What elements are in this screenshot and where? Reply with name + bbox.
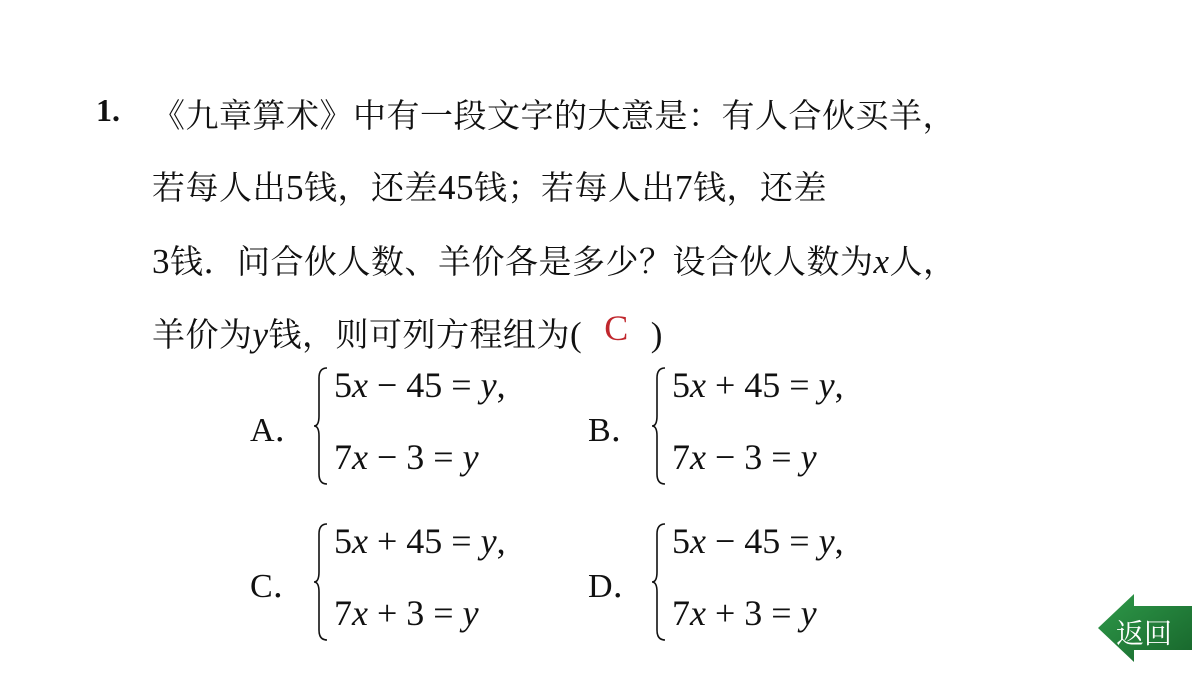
option-b-letter: B． (588, 412, 645, 449)
option-d-letter: D． (588, 568, 647, 605)
number-5: 5 (286, 168, 304, 207)
question-number: 1. (96, 92, 120, 128)
brace-icon (652, 366, 666, 486)
option-a-letter: A． (250, 412, 309, 449)
question-text-3a: 钱．问合伙人数、羊价各是多少？设合伙人数为 (170, 242, 874, 281)
number-45: 45 (438, 168, 474, 207)
option-b-equation-2: 7x − 3 = y (672, 437, 817, 477)
option-c-equation-2: 7x + 3 = y (334, 593, 479, 633)
question-text-4a: 羊价为 (152, 315, 253, 354)
question-line-2 (152, 168, 827, 208)
back-button-label: 返回 (1116, 617, 1173, 650)
back-arrow-icon (1098, 594, 1192, 662)
question-text-2a: 若每人出 (152, 168, 286, 207)
question-text-2c: 钱；若每人出 (474, 168, 675, 207)
variable-y: y (252, 315, 269, 354)
question-text-3b: 人， (889, 242, 957, 281)
option-b-equation-1: 5x + 45 = y, (672, 365, 844, 405)
answer-letter: C (604, 308, 629, 348)
option-d-equation-2: 7x + 3 = y (672, 593, 817, 633)
question-text-1: 《九章算术》中有一段文字的大意是：有人合伙买羊， (152, 96, 956, 135)
question-text-2b: 钱，还差 (304, 168, 438, 207)
option-c-equation-1: 5x + 45 = y, (334, 521, 506, 561)
back-button[interactable] (1098, 592, 1194, 664)
question-line-1 (152, 96, 956, 136)
option-a-equation-1: 5x − 45 = y, (334, 365, 506, 405)
option-d-equation-1: 5x − 45 = y, (672, 521, 844, 561)
option-c-letter: C． (250, 568, 307, 605)
number-7: 7 (675, 168, 693, 207)
variable-x: x (873, 242, 890, 281)
number-3: 3 (152, 242, 170, 281)
question-line-4 (152, 308, 663, 355)
question-text-2d: 钱，还差 (693, 168, 827, 207)
question-text-4b: 钱，则可列方程组为 (268, 315, 571, 354)
brace-icon (314, 522, 328, 642)
answer-paren-close: ) (650, 315, 663, 354)
answer-paren-open: ( (570, 315, 583, 354)
brace-icon (314, 366, 328, 486)
option-a-equation-2: 7x − 3 = y (334, 437, 479, 477)
question-line-3 (152, 242, 957, 282)
brace-icon (652, 522, 666, 642)
